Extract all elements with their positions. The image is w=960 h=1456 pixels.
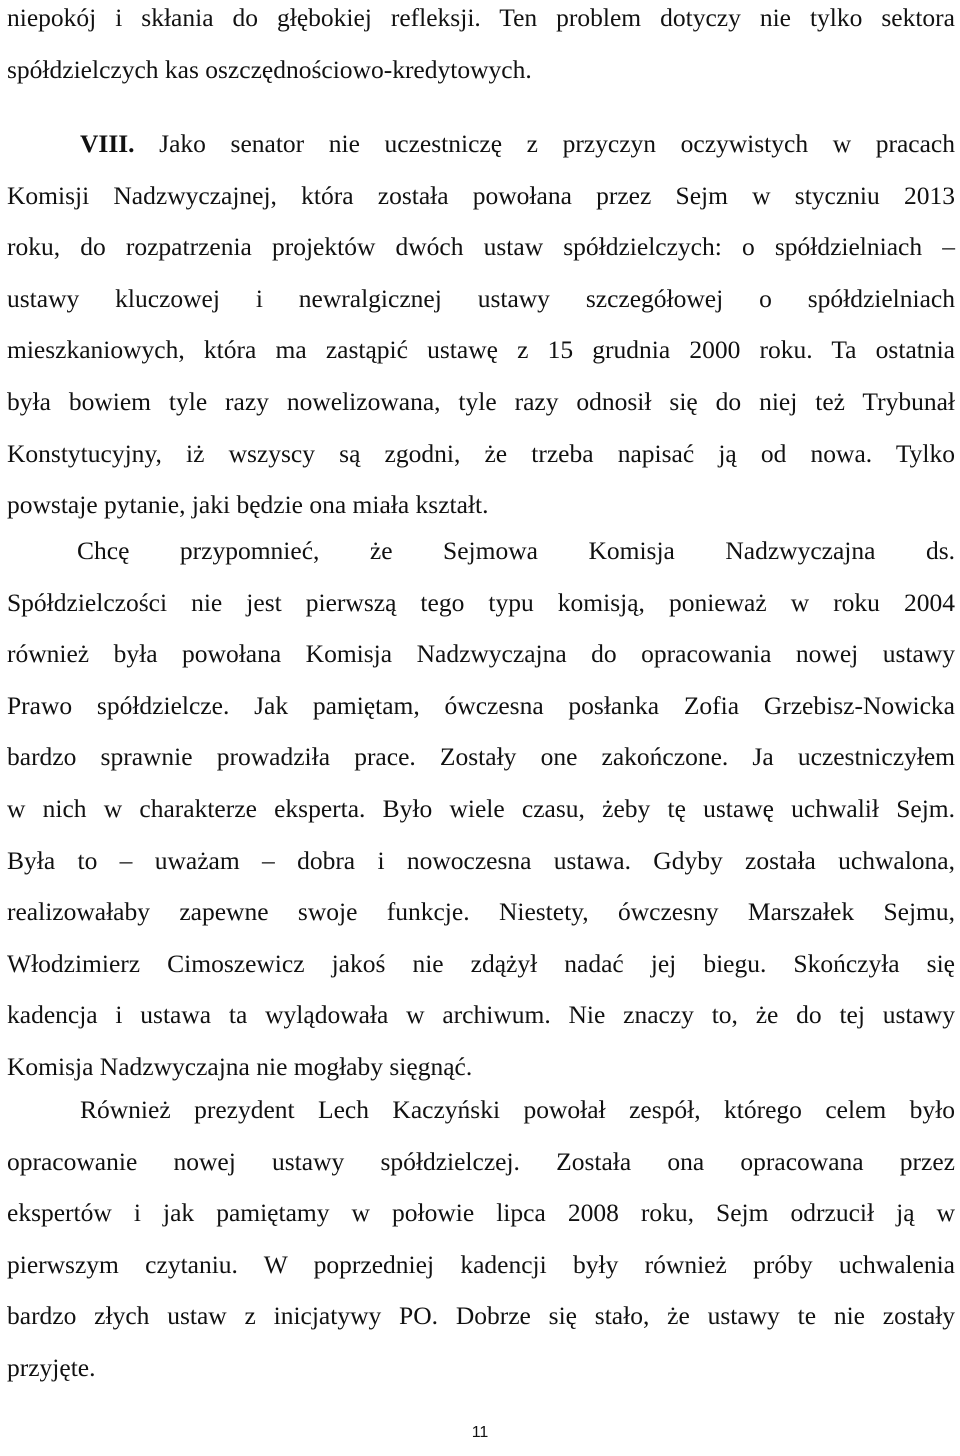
text-line: bardzo sprawnie prowadziła prace. Zostały one zakończone. Ja uczestniczyłem <box>7 742 955 772</box>
text-line: Spółdzielczości nie jest pierwszą tego typu komisją, ponieważ w roku 2004 <box>7 587 955 617</box>
paragraph-3 <box>7 525 955 1093</box>
paragraph-4 <box>7 1084 955 1394</box>
text-line: kadencja i ustawa ta wylądowała w archiwum. Nie znaczy to, że do tej ustawy <box>7 1000 955 1030</box>
text-line: Konstytucyjny, iż wszyscy są zgodni, że trzeba napisać ją od nowa. Tylko <box>7 438 955 468</box>
text-line: Komisji Nadzwyczajnej, która została powołana przez Sejm w styczniu 2013 <box>7 180 955 210</box>
text-line: mieszkaniowych, która ma zastąpić ustawę z 15 grudnia 2000 roku. Ta ostatnia <box>7 335 955 365</box>
text-line: w nich w charakterze eksperta. Było wiele czasu, żeby tę ustawę uchwalił Sejm. <box>7 793 955 823</box>
text-line: była bowiem tyle razy nowelizowana, tyle razy odnosił się do niej też Trybunał <box>7 386 955 416</box>
page-number: 11 <box>471 1424 489 1441</box>
text-line: Włodzimierz Cimoszewicz jakoś nie zdążył nadać jej biegu. Skończyła się <box>7 948 955 978</box>
text-line: niepokój i skłania do głębokiej refleksji. Ten problem dotyczy nie tylko sektora <box>7 3 955 32</box>
text-line: roku, do rozpatrzenia projektów dwóch ustaw spółdzielczych: o spółdzielniach – <box>7 232 955 262</box>
paragraph-1 <box>7 0 955 95</box>
text-line: bardzo złych ustaw z inicjatywy PO. Dobrze się stało, że ustawy te nie zostały <box>7 1301 955 1331</box>
text-line: ustawy kluczowej i newralgicznej ustawy szczegółowej o spółdzielniach <box>7 283 955 313</box>
text-line: Również prezydent Lech Kaczyński powołał zespół, którego celem było <box>80 1095 955 1124</box>
text-line: przyjęte. <box>7 1352 96 1382</box>
text-line: pierwszym czytaniu. W poprzedniej kadencji były również próby uchwalenia <box>7 1249 955 1279</box>
text-line: Prawo spółdzielcze. Jak pamiętam, ówczesna posłanka Zofia Grzebisz-Nowicka <box>7 690 955 720</box>
text-line: również była powołana Komisja Nadzwyczajna do opracowania nowej ustawy <box>7 639 955 669</box>
text-line: Komisja Nadzwyczajna nie mogłaby sięgnąć. <box>7 1051 473 1081</box>
text-line <box>7 118 955 170</box>
text-fragment: Jako senator nie uczestniczę z przyczyn oczywistych w pracach <box>159 129 955 158</box>
text-line: Chcę przypomnieć, że Sejmowa Komisja Nadzwyczajna ds. <box>77 536 955 565</box>
text-line: Była to – uważam – dobra i nowoczesna ustawa. Gdyby została uchwalona, <box>7 845 955 875</box>
text-line: realizowałaby zapewne swoje funkcje. Niestety, ówczesny Marszałek Sejmu, <box>7 897 955 927</box>
text-line: spółdzielczych kas oszczędnościowo-kredytowych. <box>7 54 532 84</box>
text-line: ekspertów i jak pamiętamy w połowie lipca 2008 roku, Sejm odrzucił ją w <box>7 1198 955 1228</box>
text-line: opracowanie nowej ustawy spółdzielczej. Została ona opracowana przez <box>7 1146 955 1176</box>
section-heading: VIII. <box>80 129 135 158</box>
paragraph-2 <box>7 118 955 531</box>
text-line: powstaje pytanie, jaki będzie ona miała kształt. <box>7 490 489 520</box>
